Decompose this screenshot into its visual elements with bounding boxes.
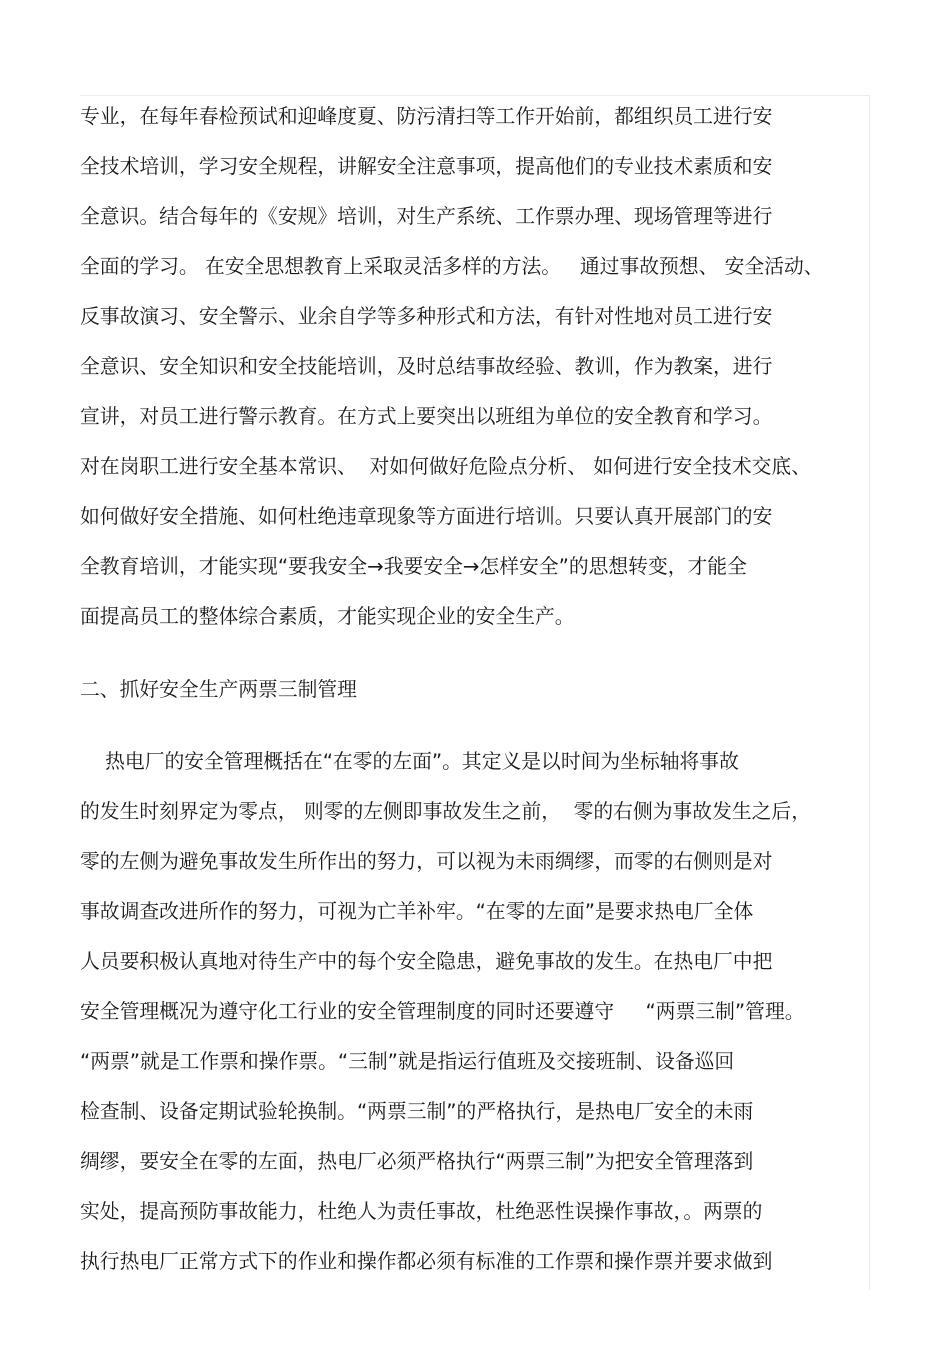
text-line: 对在岗职工进行安全基本常识、 对如何做好危险点分析、 如何进行安全技术交底、 bbox=[80, 455, 811, 478]
text-line: 热电厂的安全管理概括在“在零的左面”。其定义是以时间为坐标轴将事故 bbox=[80, 750, 739, 773]
section-heading: 二、抓好安全生产两票三制管理 bbox=[80, 678, 357, 701]
text-line: “两票”就是工作票和操作票。“三制”就是指运行值班及交接班制、设备巡回 bbox=[80, 1050, 735, 1073]
text-line: 全技术培训，学习安全规程，讲解安全注意事项，提高他们的专业技术素质和安 bbox=[80, 155, 773, 178]
text-line: 全教育培训，才能实现“要我安全→我要安全→怎样安全”的思想转变，才能全 bbox=[80, 555, 747, 578]
text-line: 人员要积极认真地对待生产中的每个安全隐患，避免事故的发生。在热电厂中把 bbox=[80, 950, 773, 973]
text-line: 面提高员工的整体综合素质，才能实现企业的安全生产。 bbox=[80, 605, 575, 628]
text-line: 专业，在每年春检预试和迎峰度夏、防污清扫等工作开始前，都组织员工进行安 bbox=[80, 105, 773, 128]
text-line: 零的左侧为避免事故发生所作出的努力，可以视为未雨绸缪，而零的右侧则是对 bbox=[80, 850, 773, 873]
text-line: 全面的学习。 在安全思想教育上采取灵活多样的方法。 通过事故预想、 安全活动、 bbox=[80, 255, 824, 278]
text-line: 安全管理概况为遵守化工行业的安全管理制度的同时还要遵守 “两票三制”管理。 bbox=[80, 1000, 805, 1023]
text-line: 执行热电厂正常方式下的作业和操作都必须有标准的工作票和操作票并要求做到 bbox=[80, 1250, 773, 1273]
text-line: 全意识。结合每年的《安规》培训，对生产系统、工作票办理、现场管理等进行 bbox=[80, 205, 773, 228]
text-line: 实处，提高预防事故能力，杜绝人为责任事故，杜绝恶性误操作事故，。两票的 bbox=[80, 1200, 763, 1223]
text-line: 绸缪，要安全在零的左面，热电厂必须严格执行“两票三制”为把安全管理落到 bbox=[80, 1150, 754, 1173]
text-line: 如何做好安全措施、如何杜绝违章现象等方面进行培训。只要认真开展部门的安 bbox=[80, 505, 773, 528]
text-line: 宣讲，对员工进行警示教育。在方式上要突出以班组为单位的安全教育和学习。 bbox=[80, 405, 773, 428]
page-right-border bbox=[869, 95, 870, 1290]
text-line: 检查制、设备定期试验轮换制。“两票三制”的严格执行，是热电厂安全的未雨 bbox=[80, 1100, 754, 1123]
text-line: 反事故演习、安全警示、业余自学等多种形式和方法，有针对性地对员工进行安 bbox=[80, 305, 773, 328]
text-line: 全意识、安全知识和安全技能培训，及时总结事故经验、教训，作为教案，进行 bbox=[80, 355, 773, 378]
text-line: 事故调查改进所作的努力，可视为亡羊补牢。“在零的左面”是要求热电厂全体 bbox=[80, 900, 754, 923]
page-top-border bbox=[80, 95, 870, 96]
text-line: 的发生时刻界定为零点， 则零的左侧即事故发生之前， 零的右侧为事故发生之后， bbox=[80, 800, 811, 823]
